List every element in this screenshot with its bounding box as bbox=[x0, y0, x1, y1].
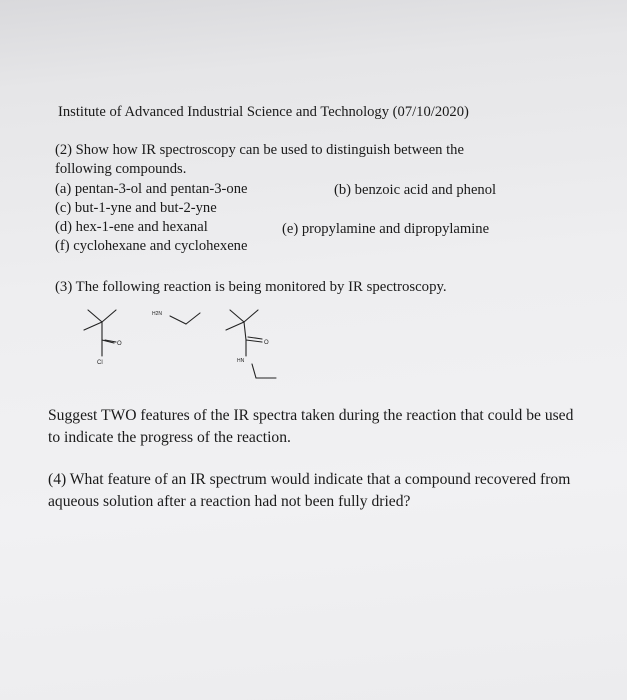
q2-intro-line2: following compounds. bbox=[55, 161, 187, 177]
q4-question: (4) What feature of an IR spectrum would indicate that a compound recovered from aqueous solution after a reaction had not been fully dried? bbox=[48, 471, 571, 510]
product-bond bbox=[226, 322, 244, 330]
q2-item-f: (f) cyclohexane and cyclohexene bbox=[55, 238, 248, 254]
q3-question: Suggest TWO features of the IR spectra taken during the reaction that could be used to indicate the progress of the reaction. bbox=[48, 407, 574, 446]
reagent-bond bbox=[170, 316, 186, 324]
q2-item-b: (b) benzoic acid and phenol bbox=[334, 182, 497, 198]
reactant-o-label: O bbox=[117, 341, 122, 347]
q2-item-a: (a) pentan-3-ol and pentan-3-one bbox=[55, 181, 248, 197]
product-bond bbox=[246, 340, 262, 342]
q3-intro: (3) The following reaction is being monitored by IR spectroscopy. bbox=[55, 279, 447, 295]
reactant-bond bbox=[102, 310, 116, 322]
q2-item-e: (e) propylamine and dipropylamine bbox=[282, 221, 490, 237]
reagent-label: H2N bbox=[152, 311, 163, 317]
q2-intro-line1: (2) Show how IR spectroscopy can be used to distinguish between the bbox=[55, 142, 464, 158]
product-double-bond bbox=[248, 337, 262, 339]
product-hn-label: HN bbox=[237, 358, 245, 364]
product-o-label: O bbox=[264, 340, 269, 346]
reagent-bond bbox=[186, 313, 200, 324]
document-header: Institute of Advanced Industrial Science and Technology (07/10/2020) bbox=[58, 104, 469, 120]
product-bond bbox=[252, 364, 256, 378]
product-bond bbox=[244, 310, 258, 322]
q2-item-d: (d) hex-1-ene and hexanal bbox=[55, 219, 208, 235]
product-bond bbox=[230, 310, 244, 322]
product-bond bbox=[244, 322, 246, 340]
reactant-cl-label: Cl bbox=[97, 360, 103, 366]
reactant-bond bbox=[84, 322, 102, 330]
q2-item-c: (c) but-1-yne and but-2-yne bbox=[55, 200, 217, 216]
reactant-bond bbox=[88, 310, 102, 322]
reaction-scheme bbox=[80, 300, 310, 390]
